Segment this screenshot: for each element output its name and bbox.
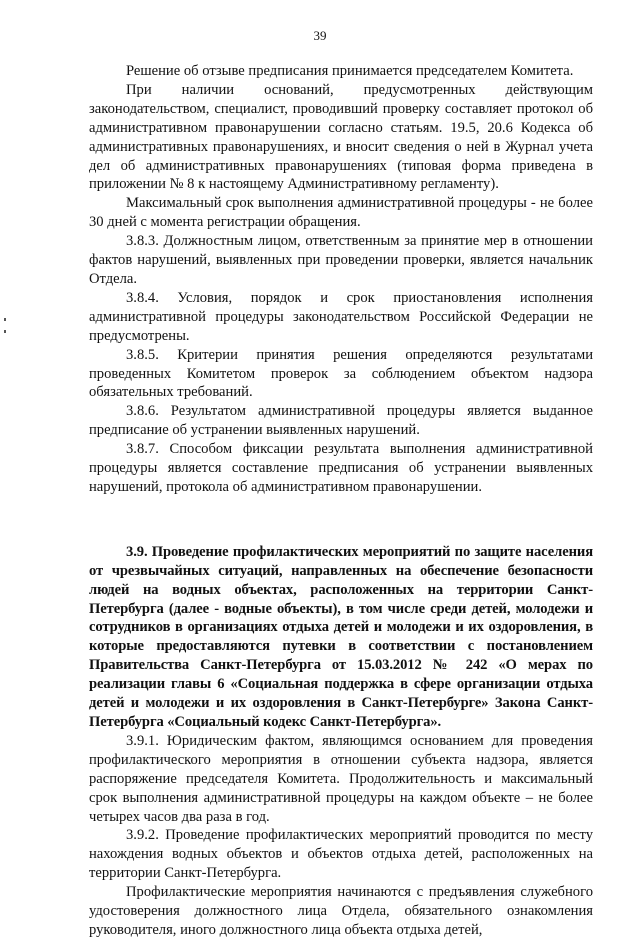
paragraph-3-8-5: 3.8.5. Критерии принятия решения определяются результатами проведенных Комитетом проверок за соблюдением объектом надзора обязательных требований. [89,346,593,401]
paragraph-3-8-4: 3.8.4. Условия, порядок и срок приостановления исполнения административной процедуры законодательством Российской Федерации не предусмотрены. [89,289,593,344]
page-number: 39 [313,28,327,43]
paragraph-3-9-2: 3.9.2. Проведение профилактических мероприятий проводится по месту нахождения водных объектов и объектов отдыха детей, расположенных на территории Санкт-Петербурга. [89,827,593,882]
paragraph-revocation-decision: Решение об отзыве предписания принимается председателем Комитета. [126,63,574,79]
section-heading-3-9: 3.9. Проведение профилактических мероприятий по защите населения от чрезвычайных ситуаций, направленных на обеспечение безопасности людей на водных объектах, расположенных на территории Санкт-Петербурга (далее - водные объекты), в том числе среди детей, молодежи и сотрудников в организациях отдыха детей и молодежи и их оздоровления, в которые предоставляются путевки в соответствии с постановлением Правительства Санкт-Петербурга от 15.03.2012 № 242 «О мерах по реализации главы 6 «Социальная поддержка в сфере организации отдыха детей и молодежи и их оздоровления в Санкт-Петербурге» Закона Санкт-Петербурга «Социальный кодекс Санкт-Петербурга». [89,543,593,730]
margin-mark [4,330,6,333]
paragraph-protocol: При наличии оснований, предусмотренных действующим законодательством, специалист, проводивший проверку составляет протокол об административном правонарушении согласно статьям. 19.5, 20.6 Кодекса об административных правонарушениях, и вносит сведения о ней в Журнал учета дел об административных правонарушениях (типовая форма приведена в приложении № 8 к настоящему Административному регламенту). [89,81,593,193]
paragraph-3-8-7: 3.8.7. Способом фиксации результата выполнения административной процедуры является составление предписания об устранении выявленных нарушений, протокола об административном правонарушении. [89,441,593,495]
margin-mark [4,318,6,321]
paragraph-3-8-3: 3.8.3. Должностным лицом, ответственным за принятие мер в отношении фактов нарушений, выявленных при проведении проверки, является начальник Отдела. [89,233,593,287]
paragraph-max-term: Максимальный срок выполнения административной процедуры - не более 30 дней с момента регистрации обращения. [89,195,593,231]
paragraph-3-9-1: 3.9.1. Юридическим фактом, являющимся основанием для проведения профилактического мероприятия в отношении субъекта надзора, является распоряжение председателя Комитета. Продолжительность и максимальный срок выполнения административной процедуры на каждом объекте – не более четырех часов два раза в год. [89,732,593,825]
paragraph-prevention-start: Профилактические мероприятия начинаются с предъявления служебного удостоверения должностного лица Отдела, обязательного ознакомления руководителя, иного должностного лица объекта отдыха детей, [89,884,593,938]
document-body [89,62,593,940]
paragraph-3-8-6: 3.8.6. Результатом административной процедуры является выданное предписание об устранении выявленных нарушений. [89,403,593,439]
